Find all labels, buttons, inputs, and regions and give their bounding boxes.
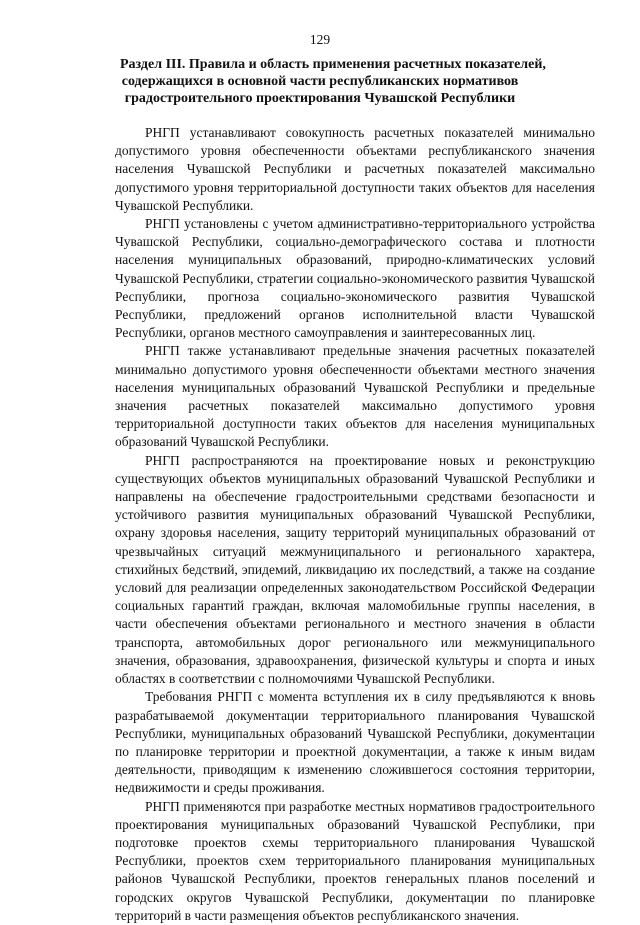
paragraph: РНГП также устанавливают предельные значения расчетных показателей минимально допустимого уровня обеспеченности объектами местного значения населения муниципальных образований Чувашской Республики и предельные значения расчетных показателей максимально допустимого уровня территориальной доступности таких объектов для населения муниципальных образований Чувашской Республики.	[115, 343, 595, 450]
paragraph: Требования РНГП с момента вступления их в силу предъявляются к вновь разрабатываемой документации территориального планирования Чувашской Республики, муниципальных образований Чувашской Республики, документации по планировке территории и проектной документации, а также к иным видам деятельности, приводящим к изменению сложившегося состояния территории, недвижимости и среды проживания.	[115, 689, 595, 796]
paragraph: РНГП установлены с учетом административно-территориального устройства Чувашской Республики, социально-демографического состава и плотности населения муниципальных образований, природно-климатических условий Чувашской Республики, стратегии социально-экономического развития Чувашской Республики, прогноза социально-экономического развития Чувашской Республики, предложений органов исполнительной власти Чувашской Республики, органов местного самоуправления и заинтересованных лиц.	[115, 216, 595, 341]
body-text	[115, 124, 595, 925]
paragraph: РНГП устанавливают совокупность расчетных показателей минимально допустимого уровня обеспеченности объектами республиканского значения населения Чувашской Республики и расчетных показателей максимально допустимого уровня территориальной доступности таких объектов для населения Чувашской Республики.	[115, 125, 595, 213]
paragraph: РНГП применяются при разработке местных нормативов градостроительного проектирования муниципальных образований Чувашской Республики, при подготовке проектов схемы территориального планирования Чувашской Республики, проектов схем территориального планирования муниципальных районов Чувашской Республики, проектов генеральных планов поселений и городских округов Чувашской Республики, документации по планировке территорий в части размещения объектов республиканского значения.	[115, 798, 595, 923]
section-title	[120, 56, 546, 107]
paragraph: РНГП распространяются на проектирование новых и реконструкцию существующих объектов муниципальных образований Чувашской Республики и направлены на обеспечение градостроительными средствами безопасности и устойчивого развития муниципальных образований Чувашской Республики, охрану здоровья населения, защиту территорий муниципальных образований от чрезвычайных ситуаций межмуниципального и регионального характера, стихийных бедствий, эпидемий, ликвидацию их последствий, а также на создание условий для реализации определенных законодательством Российской Федерации социальных гарантий граждан, включая маломобильные группы населения, в части обеспечения объектами регионального и местного значения в области транспорта, автомобильных дорог регионального или межмуниципального значения, образования, здравоохранения, физической культуры и спорта и иных областях в соответствии с полномочиями Чувашской Республики.	[115, 452, 595, 687]
page-number: 129	[309, 32, 331, 47]
section-title-line: градостроительного проектирования Чувашской Республики	[124, 91, 516, 106]
section-title-line: содержащихся в основной части республиканских нормативов	[121, 74, 519, 89]
section-title-line: Раздел III. Правила и область применения расчетных показателей,	[120, 57, 546, 72]
